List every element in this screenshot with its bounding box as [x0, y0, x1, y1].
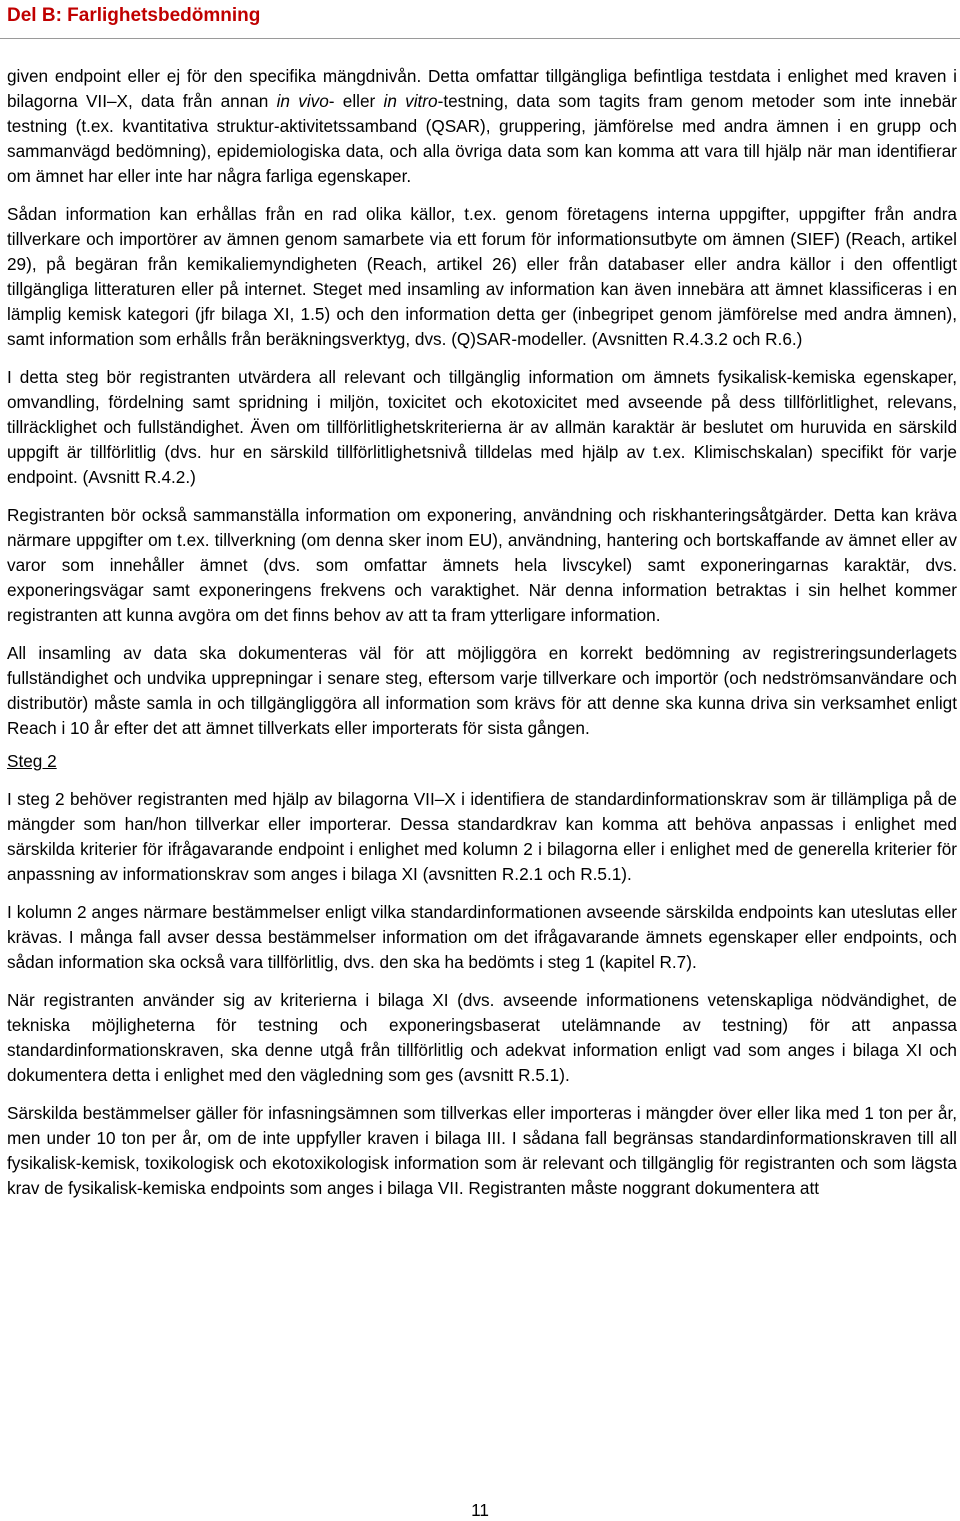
paragraph-text: -testning, data som tagits fram genom metoder som inte innebär testning (t.ex. kvantitativa struktur-aktivitetssamband (QSAR), gruppering, jämförelse med andra ämnen i en grupp och sammanvägd bedömning), epidemiologiska data, och alla övriga data som kan komma att vara till hjälp när man identifierar om ämnet har eller inte har några farliga egenskaper. [7, 91, 957, 186]
paragraph-phase-in-substances: Särskilda bestämmelser gäller för infasningsämnen som tillverkas eller importeras i mängder över eller lika med 1 ton per år, men under 10 ton per år, om de inte uppfyller kraven i bilaga III. I sådana fall begränsas standardinformationskraven till all fysikalisk-kemisk, toxikologisk och ekotoxikologisk information som är relevant och tillgänglig för registranten och som lägsta krav de fysikalisk-kemiska endpoints som anges i bilaga VII. Registranten måste noggrant dokumentera att [7, 1103, 957, 1198]
paragraph-text: - eller [328, 91, 384, 111]
page-header-title: Del B: Farlighetsbedömning [7, 5, 261, 26]
paragraph-information-sources [7, 64, 957, 189]
section-heading-step-2: Steg 2 [7, 751, 57, 771]
paragraph-exposure: Registranten bör också sammanställa information om exponering, användning och riskhanteringsåtgärder. Detta kan kräva närmare uppgifter om t.ex. tillverkning (om denna sker inom EU), användning, hantering och bortskaffande av ämnet eller av varor som innehåller ämnet (dvs. som omfattar ämnets hela livscykel) samt exponeringarnas karaktär, dvs. exponeringsvägar samt exponeringens frekvens och varaktighet. När denna information betraktas i sin helhet kommer registranten att kunna avgöra om det finns behov av att ta fram ytterligare information. [7, 505, 957, 625]
paragraph-evaluation: I detta steg bör registranten utvärdera all relevant och tillgänglig information om ämnets fysikalisk-kemiska egenskaper, omvandling, fördelning samt spridning i miljön, toxicitet och ekotoxicitet med avseende på dess tillförlitlighet, relevans, tillräcklighet och fullständighet. Även om tillförlitlighetskriterierna är av allmän karaktär är beslutet om huruvida en särskild uppgift är tillförlitlig (dvs. hur en särskild tillförlitlighetsnivå tilldelas med hjälp av t.ex. Klimischskalan) specifikt för varje endpoint. (Avsnitt R.4.2.) [7, 367, 957, 487]
italic-term-in-vitro: in vitro [383, 91, 438, 111]
paragraph-column-2: I kolumn 2 anges närmare bestämmelser enligt vilka standardinformationen avseende särskilda endpoints kan uteslutas eller krävas. I många fall avser dessa bestämmelser information om det ifrågavarande ämnets egenskaper eller endpoints, och sådan information ska också vara tillförlitlig, dvs. den ska ha bedömts i steg 1 (kapitel R.7). [7, 902, 957, 972]
document-body [7, 64, 957, 1214]
paragraph-step-2-requirements: I steg 2 behöver registranten med hjälp av bilagorna VII–X i identifiera de standardinformationskrav som är tillämpliga på de mängder som han/hon tillverkar eller importerar. Dessa standardkrav kan komma att behöva anpassas i enlighet med särskilda kriterier för ifrågavarande endpoint i enlighet med kolumn 2 i bilagorna eller i enlighet med de generella kriterier för anpassning av informationskrav som anges i bilaga XI (avsnitten R.2.1 och R.5.1). [7, 789, 957, 884]
paragraph-annex-xi: När registranten använder sig av kriterierna i bilaga XI (dvs. avseende informationens vetenskapliga nödvändighet, de tekniska möjligheterna för testning och exponeringsbaserat utelämnande av testning) för att anpassa standardinformationskraven, ska denne utgå från tillförlitlig och adekvat information enligt vad som anges i bilaga XI och dokumentera detta i enlighet med den vägledning som ges (avsnitt R.5.1). [7, 990, 957, 1085]
paragraph-text: given endpoint eller ej för den specifika mängdnivån. Detta omfattar tillgängliga befintliga testdata i enlighet med kraven i bilagorna VII–X, data från annan [7, 66, 957, 111]
italic-term-in-vivo: in vivo [276, 91, 329, 111]
paragraph-data-collection: Sådan information kan erhållas från en rad olika källor, t.ex. genom företagens interna uppgifter, uppgifter från andra tillverkare och importörer av ämnen genom samarbete via ett forum för informationsutbyte om ämnen (SIEF) (Reach, artikel 29), på begäran från kemikaliemyndigheten (Reach, artikel 26) eller från databaser eller andra källor i den offentligt tillgängliga litteraturen eller på internet. Steget med insamling av information kan även innebära att ämnet klassificeras i en lämplig kemisk kategori (jfr bilaga XI, 1.5) och den information detta ger (inbegripet genom jämförelse med andra ämnen), samt information som erhålls från beräkningsverktyg, dvs. (Q)SAR-modeller. (Avsnitten R.4.3.2 och R.6.) [7, 204, 957, 349]
paragraph-documentation: All insamling av data ska dokumenteras väl för att möjliggöra en korrekt bedömning av registreringsunderlagets fullständighet och undvika upprepningar i senare steg, eftersom varje tillverkare och importör (och nedströmsanvändare och distributör) måste samla in och tillgängliggöra all information som krävs för att denne ska kunna driva sin verksamhet enligt Reach i 10 år efter det att ämnet tillverkats eller importerats för sista gången. [7, 643, 957, 738]
page-number: 11 [471, 1500, 489, 1520]
header-divider [0, 38, 960, 39]
